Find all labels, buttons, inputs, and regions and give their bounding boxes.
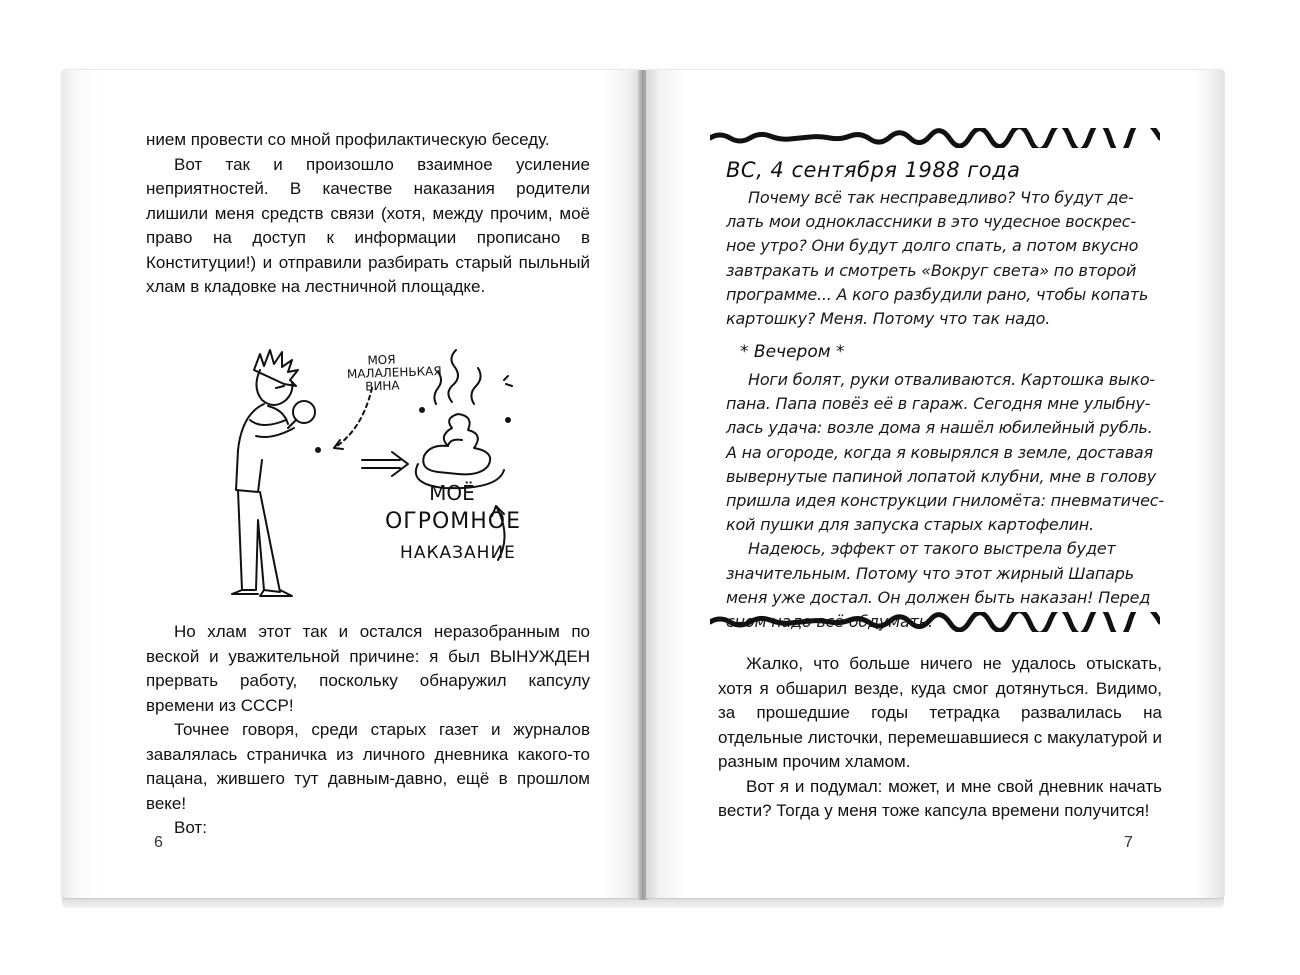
diary-line: Ноги болят, руки отваливаются. Картошка выко- — [748, 370, 1155, 389]
diary-line: кой пушки для запуска старых картофелин. — [726, 515, 1094, 535]
page-number-left: 6 — [154, 834, 163, 851]
left-page — [62, 70, 640, 898]
diary-line: Почему всё так несправедливо? Что будут де- — [748, 188, 1134, 207]
diary-line: лась удача: возле дома я нашёл юбилейный рубль. — [726, 418, 1153, 438]
illus-label-big-1: МОЁ — [429, 481, 475, 505]
boy-hair — [254, 350, 298, 386]
boy-legs — [238, 490, 280, 592]
diary-line: завтракать и смотреть «Вокруг света» по второй — [726, 260, 1137, 280]
illus-label-small: МОЯ МАЛАЛЕНЬКАЯ ВИНА — [346, 352, 442, 394]
paragraph: Но хлам этот так и остался неразобранным по веской и уважительной причине: я был ВЫНУЖДЕН прервать работу, поскольку обнаружил капсулу времени из СССР! — [146, 622, 590, 715]
diary-subtitle: * Вечером * — [740, 342, 845, 362]
diary-line: программе... А кого разбудили рано, чтобы копать — [726, 284, 1149, 304]
poop-pile — [423, 414, 490, 474]
page-number-right: 7 — [1124, 834, 1133, 851]
right-page — [646, 70, 1224, 898]
boy-head — [256, 370, 292, 405]
diary-line: А на огороде, когда я ковырялся в земле, доставая — [726, 442, 1153, 462]
diary-line: значительным. Потому что этот жирный Шапарь — [726, 563, 1134, 583]
diary-entry-evening — [726, 368, 1166, 634]
illus-label-big-2: ОГРОМНОЕ — [384, 509, 522, 534]
paragraph: Жалко, что больше ничего не удалось отыскать, хотя я обшарил везде, куда смог дотянуться. Видимо, за прошедшие годы тетрадка развалилась на отдельные листочки, перемешавшиеся с макулатурой и разным прочим хламом. — [718, 654, 1162, 771]
paragraph: Вот я и подумал: может, и мне свой дневник начать вести? Тогда у меня тоже капсула времени получится! — [718, 776, 1162, 820]
diary-line: сном надо всё обдумать. — [726, 612, 933, 632]
diary-entry-morning — [726, 186, 1166, 331]
left-top-text — [146, 128, 590, 300]
diary-line: пана. Папа повёз её в гараж. Сегодня мне улыбну- — [726, 394, 1151, 414]
left-bottom-text — [146, 620, 590, 841]
diary-title: ВС, 4 сентября 1988 года — [726, 158, 1021, 182]
diary-line: лать мои одноклассники в это чудесное воскрес- — [726, 212, 1136, 232]
arrow-icon — [362, 452, 408, 476]
diary-line: вывернутые папиной лопатой клубни, мне в голову — [726, 466, 1156, 486]
wavy-divider-top — [710, 128, 1160, 148]
open-book — [62, 70, 1224, 910]
diary-line: ное утро? Они будут долго спать, а потом вкусно — [726, 236, 1139, 256]
paragraph: нием провести со мной профилактическую беседу. — [146, 130, 550, 149]
diary-line: меня уже достал. Он должен быть наказан! Перед — [726, 587, 1151, 607]
diary-line: картошку? Меня. Потому что так надо. — [726, 309, 1051, 329]
paragraph: Вот так и произошло взаимное усиление неприятностей. В качестве наказания родители лишили меня средств связи (хотя, между прочим, моё право на доступ к информации прописано в Конституции!) и отправили разбирать старый пыльный хлам в кладовке на лестничной площадке. — [146, 154, 590, 296]
diary-line: Надеюсь, эффект от такого выстрела будет — [748, 539, 1116, 559]
paragraph: Точнее говоря, среди старых газет и журналов завалялась страничка из личного дневника какого-то пацана, жившего тут давным-давно, ещё в прошлом веке! — [146, 720, 590, 813]
right-bottom-text — [718, 652, 1162, 824]
paragraph: Вот: — [174, 818, 207, 837]
wavy-divider-bottom — [710, 612, 1160, 632]
diary-line: пришла идея конструкции гниломёта: пневматичес- — [726, 491, 1164, 511]
illus-label-big-3: НАКАЗАНИЕ — [400, 543, 516, 563]
boy-body — [236, 404, 264, 492]
